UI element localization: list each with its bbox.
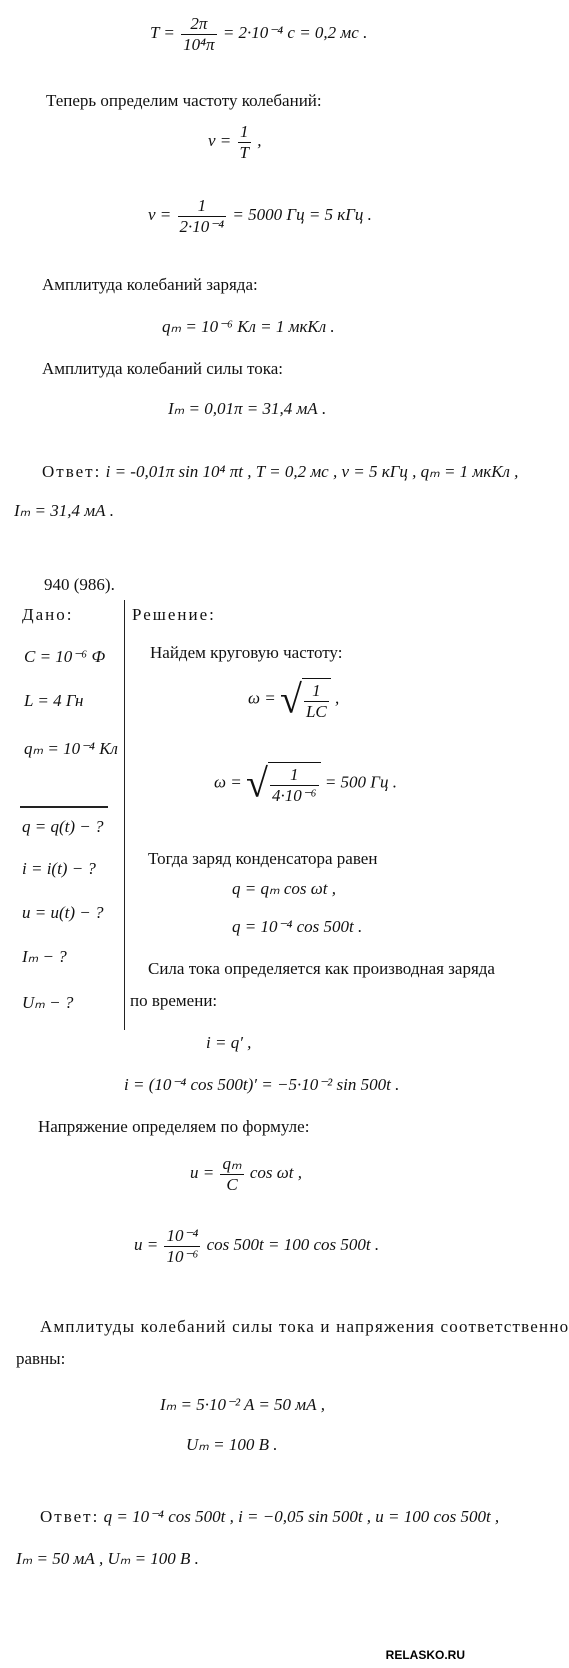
current-intro-line2: по времени: <box>130 991 218 1010</box>
charge-amplitude-value: qₘ = 10⁻⁶ Кл = 1 мкКл . <box>162 317 335 336</box>
current-value: i = (10⁻⁴ cos 500t)′ = −5·10⁻² sin 500t . <box>124 1075 400 1094</box>
problem-number: 940 (986). <box>44 575 115 594</box>
given-label: Дано: <box>22 605 74 624</box>
omega-calc-right: = 500 Гц . <box>324 772 397 792</box>
period-fraction <box>181 14 216 54</box>
u-calc-right: cos 500t = 100 cos 500t . <box>206 1234 380 1254</box>
find-voltage: u = u(t) − ? <box>22 903 104 922</box>
nu-calc-fraction <box>178 196 227 236</box>
frequency-intro: Теперь определим частоту колебаний: <box>46 91 322 110</box>
answer-1-line2: Iₘ = 31,4 мА . <box>14 501 114 520</box>
sqrt-icon: √ <box>279 676 302 722</box>
period-denominator: 10⁴π <box>183 34 215 54</box>
sqrt-icon: √ <box>245 760 268 806</box>
amplitudes-intro-line1: Амплитуды колебаний силы тока и напряжения соответственно <box>40 1317 569 1336</box>
omega-calc-left: ω = <box>214 772 242 792</box>
voltage-amplitude-result: Uₘ = 100 В . <box>186 1435 278 1454</box>
answer-2 <box>40 1508 499 1525</box>
answer-1 <box>42 463 518 480</box>
find-current: i = i(t) − ? <box>22 859 96 878</box>
u-calc-denominator: 10⁻⁶ <box>166 1246 199 1266</box>
omega-calc-denominator: 4·10⁻⁶ <box>271 785 317 805</box>
solution-label: Решение: <box>132 605 216 624</box>
u-formula-left: u = <box>190 1162 215 1182</box>
nu-formula-denominator: T <box>239 142 249 162</box>
nu-formula-right: , <box>257 130 262 150</box>
charge-formula: q = qₘ cos ωt , <box>232 879 336 898</box>
u-calc-numerator: 10⁻⁴ <box>166 1226 199 1245</box>
u-formula-numerator: qₘ <box>222 1154 242 1173</box>
answer-2-label: Ответ: <box>40 1507 100 1526</box>
omega-formula-left: ω = <box>248 688 276 708</box>
omega-calc-numerator: 1 <box>270 765 319 786</box>
given-charge: qₘ = 10⁻⁴ Кл <box>24 739 118 758</box>
u-calc-fraction <box>164 1226 200 1266</box>
nu-calc-left: ν = <box>148 204 172 224</box>
find-charge: q = q(t) − ? <box>22 817 104 836</box>
charge-value: q = 10⁻⁴ cos 500t . <box>232 917 363 936</box>
u-formula-right: cos ωt , <box>249 1162 302 1182</box>
charge-amplitude-intro: Амплитуда колебаний заряда: <box>42 275 258 294</box>
answer-1-label: Ответ: <box>42 462 102 481</box>
nu-calc-denominator: 2·10⁻⁴ <box>179 216 225 236</box>
find-voltage-amplitude: Uₘ − ? <box>22 993 74 1012</box>
current-amplitude-value: Iₘ = 0,01π = 31,4 мА . <box>168 399 327 418</box>
current-intro-line1: Сила тока определяется как производная заряда <box>148 959 495 978</box>
given-find-divider <box>20 806 108 808</box>
find-current-amplitude: Iₘ − ? <box>22 947 67 966</box>
current-amplitude-intro: Амплитуда колебаний силы тока: <box>42 359 284 378</box>
current-formula: i = q′ , <box>206 1033 252 1052</box>
omega-formula-fraction <box>304 681 329 721</box>
u-formula-fraction <box>220 1154 243 1194</box>
omega-formula-numerator: 1 <box>304 681 329 702</box>
omega-formula-denominator: LC <box>305 701 327 721</box>
nu-formula-numerator: 1 <box>238 122 251 143</box>
answer-2-line2: Iₘ = 50 мА , Uₘ = 100 В . <box>16 1549 199 1568</box>
charge-intro: Тогда заряд конденсатора равен <box>148 849 378 868</box>
voltage-formula <box>190 1154 302 1194</box>
frequency-calculation <box>148 196 372 236</box>
u-formula-denominator: C <box>226 1174 238 1194</box>
voltage-intro: Напряжение определяем по формуле: <box>38 1117 310 1136</box>
frequency-formula <box>208 122 262 162</box>
period-eq-right: = 2·10⁻⁴ с = 0,2 мс . <box>222 22 368 42</box>
answer-2-line1: q = 10⁻⁴ cos 500t , i = −0,05 sin 500t , u = 100 cos 500t , <box>103 1507 500 1526</box>
omega-formula <box>248 678 339 721</box>
omega-formula-root <box>280 678 331 721</box>
given-capacitance: C = 10⁻⁶ Ф <box>24 647 106 666</box>
given-inductance: L = 4 Гн <box>24 691 84 710</box>
omega-calculation <box>214 762 397 805</box>
period-equation <box>150 14 367 54</box>
omega-formula-right: , <box>334 688 340 708</box>
given-solution-divider <box>124 600 125 1030</box>
answer-1-line1: i = -0,01π sin 10⁴ πt , T = 0,2 мс , ν = 5 кГц , qₘ = 1 мкКл , <box>105 462 519 481</box>
nu-calc-right: = 5000 Гц = 5 кГц . <box>232 204 372 224</box>
current-amplitude-result: Iₘ = 5·10⁻² A = 50 мА , <box>160 1395 326 1414</box>
omega-intro: Найдем круговую частоту: <box>150 643 343 662</box>
nu-formula-fraction <box>238 122 251 162</box>
amplitudes-intro-line2: равны: <box>16 1349 66 1368</box>
period-eq-left: T = <box>150 22 175 42</box>
nu-formula-left: ν = <box>208 130 232 150</box>
omega-calc-fraction <box>270 765 319 805</box>
period-numerator: 2π <box>181 14 216 35</box>
nu-calc-numerator: 1 <box>178 196 227 217</box>
omega-calc-root <box>246 762 321 805</box>
voltage-calculation <box>134 1226 379 1266</box>
u-calc-left: u = <box>134 1234 159 1254</box>
watermark: RELASKO.RU <box>385 1648 465 1662</box>
